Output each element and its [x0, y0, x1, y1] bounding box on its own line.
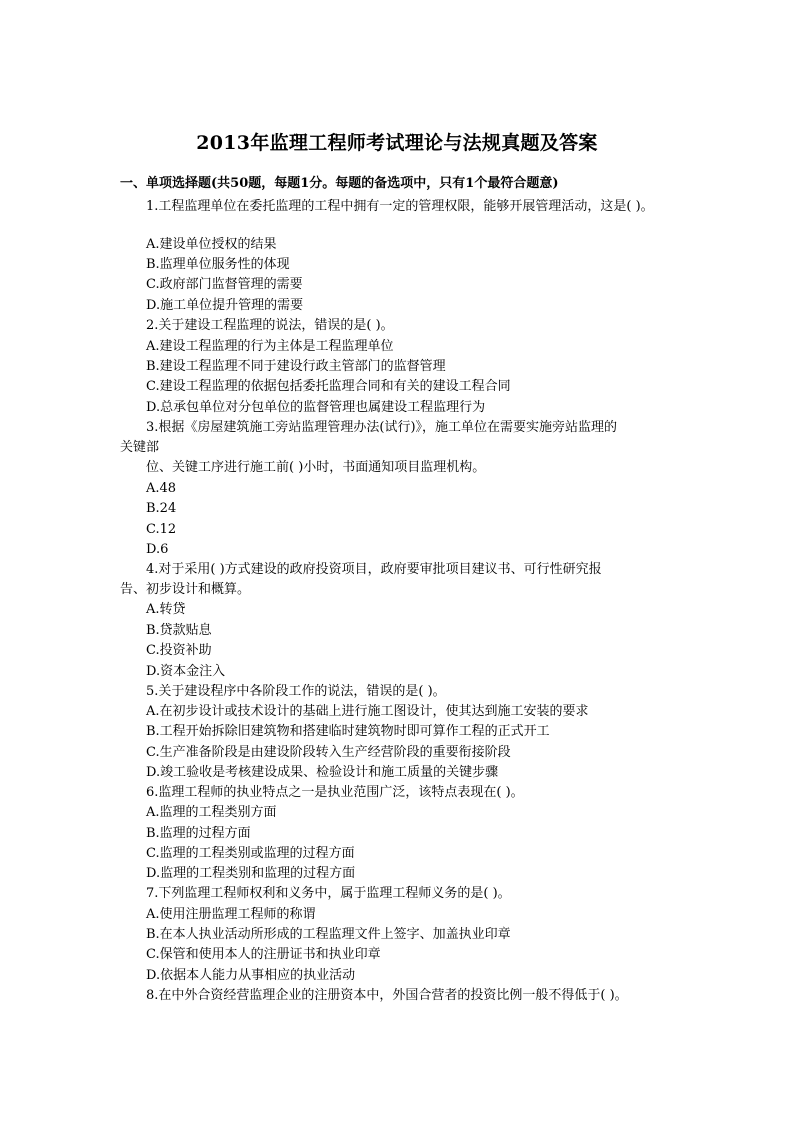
question-8: 8.在中外合资经营监理企业的注册资本中，外国合营者的投资比例一般不得低于( )。: [146, 988, 628, 1003]
option-line: A.在初步设计或技术设计的基础上进行施工图设计，使其达到施工安装的要求: [146, 704, 589, 719]
option-line: C.保管和使用本人的注册证书和执业印章: [146, 947, 381, 962]
option-line: C.政府部门监督管理的需要: [146, 277, 303, 292]
option-line: D.资本金注入: [146, 664, 226, 679]
option-line: B.在本人执业活动所形成的工程监理文件上签字、加盖执业印章: [146, 927, 511, 942]
option-line: B.贷款贴息: [146, 623, 212, 638]
option-line: D.总承包单位对分包单位的监督管理也属建设工程监理行为: [146, 400, 486, 415]
question-7: 7.下列监理工程师权利和义务中，属于监理工程师义务的是( )。: [146, 886, 511, 901]
option-line: B.监理单位服务性的体现: [146, 257, 290, 272]
page-title: 2013年监理工程师考试理论与法规真题及答案: [196, 132, 598, 154]
question-5: 5.关于建设程序中各阶段工作的说法，错误的是( )。: [146, 684, 446, 699]
question-4-continued: 告、初步设计和概算。: [120, 582, 251, 597]
option-line: B.监理的过程方面: [146, 826, 251, 841]
option-line: D.监理的工程类别和监理的过程方面: [146, 866, 356, 881]
question-3: 3.根据《房屋建筑施工旁站监理管理办法(试行)》，施工单位在需要实施旁站监理的: [146, 420, 618, 435]
option-line: B.建设工程监理不同于建设行政主管部门的监督管理: [146, 359, 446, 374]
option-line: C.投资补助: [146, 643, 212, 658]
option-line: A.监理的工程类别方面: [146, 805, 277, 820]
option-line: A.使用注册监理工程师的称谓: [146, 907, 316, 922]
option-line: D.施工单位提升管理的需要: [146, 298, 304, 313]
option-line: C.监理的工程类别或监理的过程方面: [146, 846, 355, 861]
option-line: D.6: [146, 542, 169, 557]
option-line: C.建设工程监理的依据包括委托监理合同和有关的建设工程合同: [146, 379, 511, 394]
question-1: 1.工程监理单位在委托监理的工程中拥有一定的管理权限，能够开展管理活动，这是( )。: [146, 199, 654, 214]
option-line: A.建设单位授权的结果: [146, 237, 277, 252]
option-line: D.依据本人能力从事相应的执业活动: [146, 968, 356, 983]
question-3-continued: 关键部: [120, 440, 160, 455]
option-line: A.转贷: [146, 602, 186, 617]
option-line: A.建设工程监理的行为主体是工程监理单位: [146, 339, 394, 354]
option-line: B.工程开始拆除旧建筑物和搭建临时建筑物时即可算作工程的正式开工: [146, 724, 550, 739]
question-4: 4.对于采用( )方式建设的政府投资项目，政府要审批项目建议书、可行性研究报: [146, 562, 602, 577]
option-line: A.48: [146, 481, 177, 496]
question-3-continued: 位、关键工序进行施工前( )小时，书面通知项目监理机构。: [146, 460, 486, 475]
section-heading: 一、单项选择题(共50题，每题1分。每题的备选项中，只有1个最符合题意): [120, 176, 559, 191]
option-line: B.24: [146, 501, 177, 516]
question-6: 6.监理工程师的执业特点之一是执业范围广泛，该特点表现在( )。: [146, 785, 524, 800]
option-line: C.12: [146, 522, 177, 537]
question-2: 2.关于建设工程监理的说法，错误的是( )。: [146, 318, 394, 333]
option-line: C.生产准备阶段是由建设阶段转入生产经营阶段的重要衔接阶段: [146, 745, 511, 760]
option-line: D.竣工验收是考核建设成果、检验设计和施工质量的关键步骤: [146, 765, 499, 780]
